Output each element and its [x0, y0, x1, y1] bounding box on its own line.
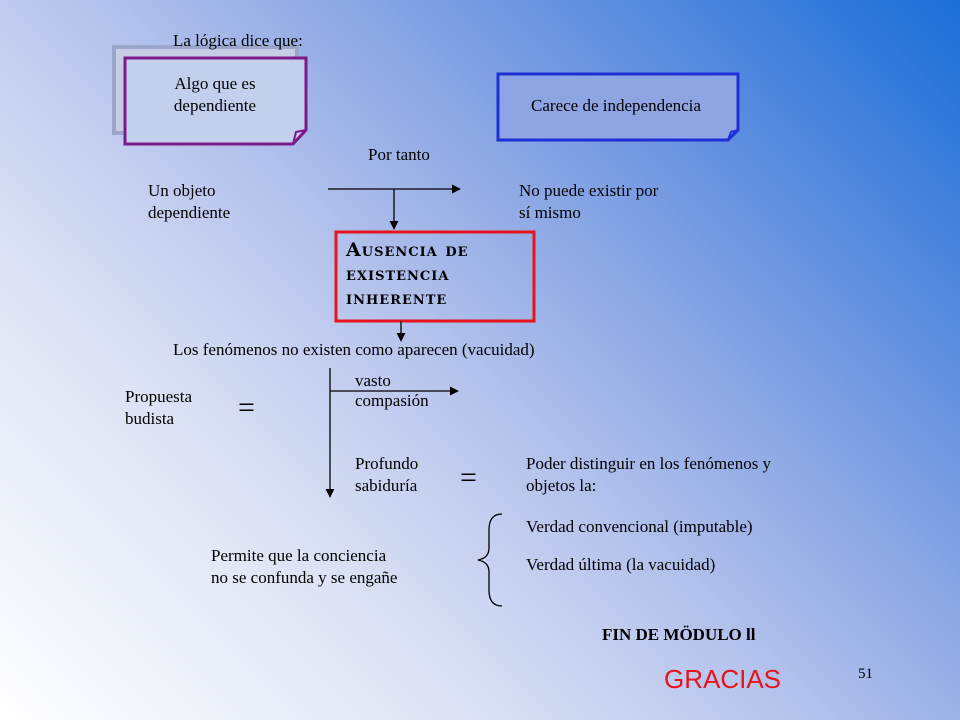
absence-line1: Ausencia de	[346, 239, 469, 261]
object-dependent	[148, 180, 230, 224]
thanks-text: GRACIAS	[664, 664, 782, 694]
permits-line2: no se confunda y se engañe	[211, 568, 398, 587]
absence-line2: existencia	[346, 263, 450, 285]
proposal-line2: budista	[125, 409, 175, 428]
therefore-text: Por tanto	[368, 145, 430, 164]
equals-sign-2: =	[460, 461, 477, 494]
proposal	[125, 386, 192, 430]
vast-line2: compasión	[355, 391, 429, 410]
truth-conventional: Verdad convencional (imputable)	[526, 517, 753, 536]
vast-line1: vasto	[355, 371, 391, 390]
cannot-exist	[519, 180, 658, 224]
cannot-exist-line1: No puede existir por	[519, 181, 659, 200]
permits	[211, 545, 397, 589]
permits-line1: Permite que la conciencia	[211, 546, 387, 565]
end-module-text: FIN DE MÖDULO ll	[602, 625, 756, 644]
object-dependent-line1: Un objeto	[148, 181, 216, 200]
truth-ultimate: Verdad última (la vacuidad)	[526, 555, 716, 574]
box-left-label	[135, 73, 295, 117]
vast	[355, 371, 429, 411]
distinguish-line1: Poder distinguir en los fenómenos y	[526, 454, 772, 473]
distinguish-line2: objetos la:	[526, 476, 597, 495]
proposal-line1: Propuesta	[125, 387, 193, 406]
box-left-line2: dependiente	[173, 96, 257, 115]
profound-line1: Profundo	[355, 454, 419, 473]
box-right-label: Carece de independencia	[531, 96, 701, 115]
absence-label	[346, 238, 469, 310]
equals-sign-1: =	[238, 391, 255, 424]
profound-line2: sabiduría	[355, 476, 418, 495]
cannot-exist-line2: sí mismo	[519, 203, 581, 222]
box-left-line1: Algo que es	[174, 74, 256, 93]
object-dependent-line2: dependiente	[148, 203, 231, 222]
brace	[478, 514, 502, 606]
profound	[355, 453, 418, 497]
phenomena-text: Los fenómenos no existen como aparecen (vacuidad)	[173, 340, 535, 359]
distinguish	[526, 453, 771, 497]
intro-text: La lógica dice que:	[173, 31, 303, 50]
page-number: 51	[858, 666, 873, 682]
absence-line3: inherente	[346, 287, 448, 309]
